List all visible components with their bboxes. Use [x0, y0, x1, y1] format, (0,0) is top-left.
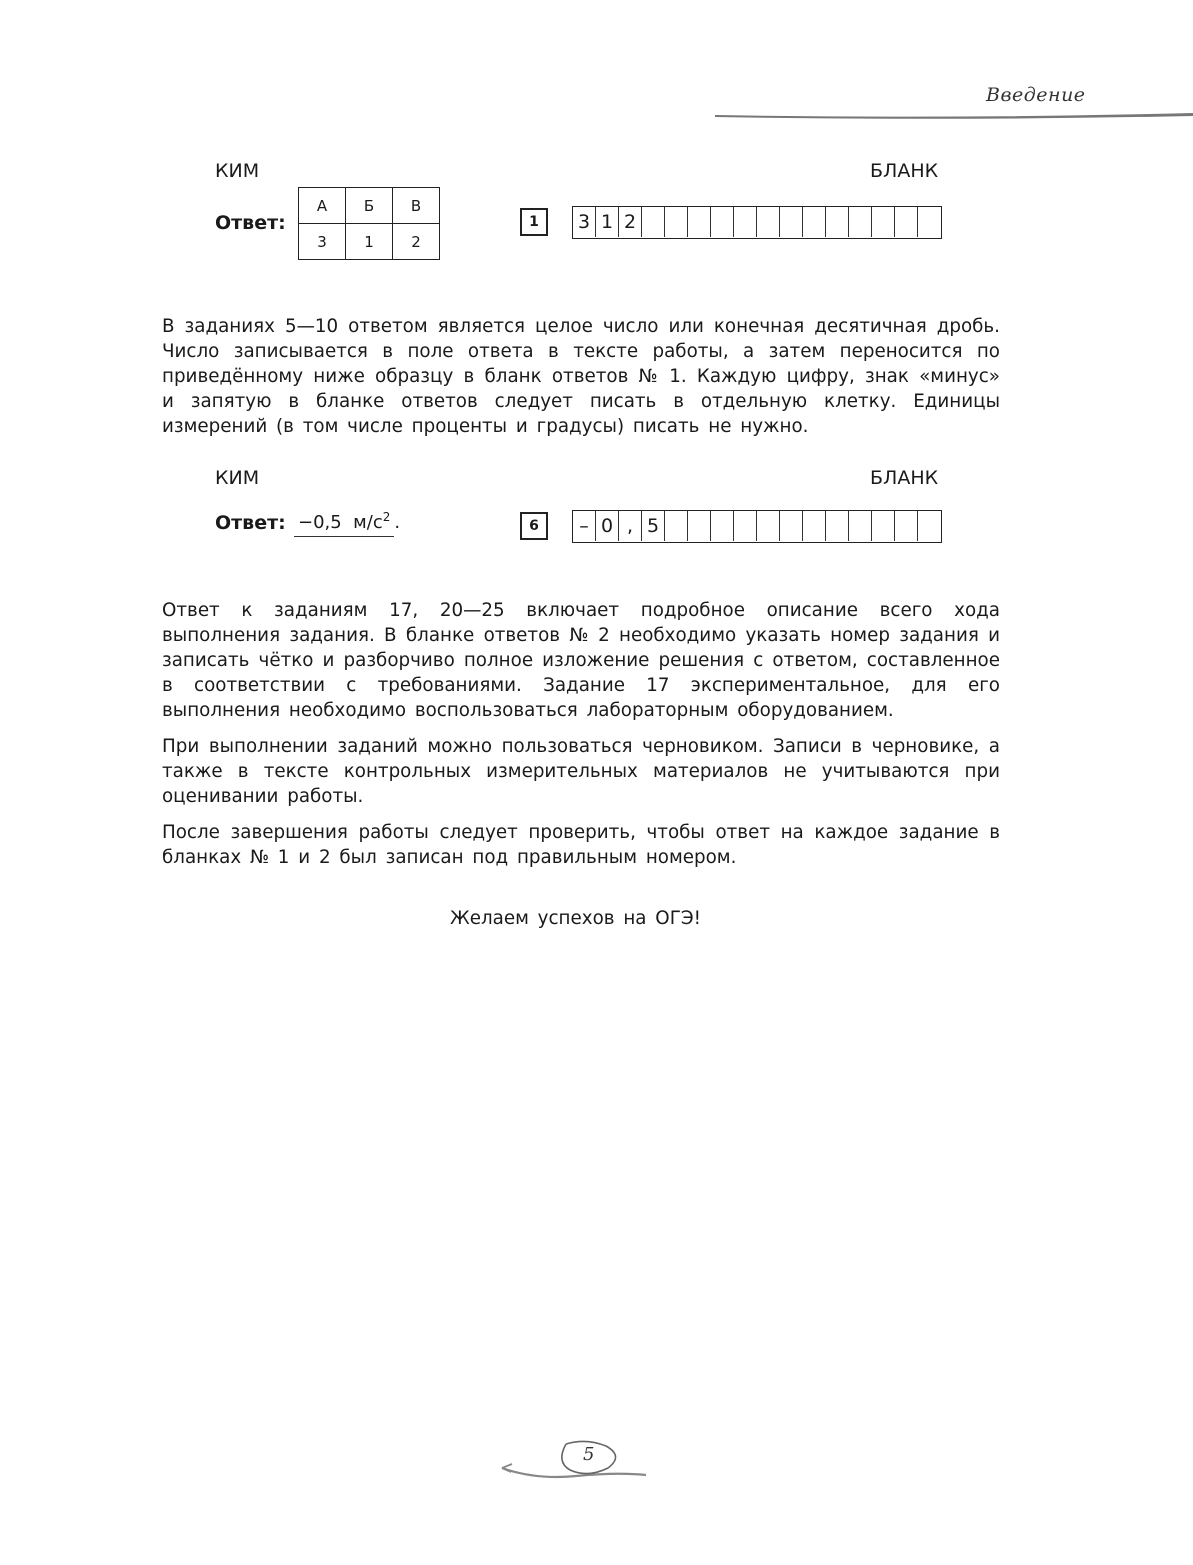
answer-cell: [688, 511, 711, 541]
answer-cell: [826, 207, 849, 237]
answer-cells-2: [572, 510, 942, 543]
answer-cell: [688, 207, 711, 237]
answer-cell: [734, 207, 757, 237]
table-header-cell: Б: [346, 188, 393, 224]
answer-cell: ,: [619, 511, 642, 541]
answer-cell: [711, 207, 734, 237]
table-header-cell: А: [299, 188, 346, 224]
answer-value-2: [294, 510, 400, 533]
answer-cell: [803, 511, 826, 541]
answer-cell: [665, 511, 688, 541]
answer-cells-1: [572, 206, 942, 239]
answer-unit-exponent: 2: [382, 510, 391, 524]
answer-underline: [294, 512, 394, 537]
table-row: [299, 224, 440, 260]
answer-dot: .: [394, 512, 401, 533]
blank-label-2: БЛАНК: [870, 467, 939, 489]
answer-cell: 0: [596, 511, 619, 541]
answer-label-2: Ответ:: [215, 512, 286, 534]
table-value-cell: 1: [346, 224, 393, 260]
answer-cell: 5: [642, 511, 665, 541]
answer-cell: [665, 207, 688, 237]
answer-cell: [711, 511, 734, 541]
page-number: 5: [583, 1444, 595, 1465]
task-number-box-1: 1: [520, 208, 548, 236]
table-value-cell: 3: [299, 224, 346, 260]
section-title: Введение: [986, 84, 1086, 106]
answer-number: −0,5: [298, 512, 342, 533]
answer-cell: [872, 207, 895, 237]
answer-cell: [895, 511, 918, 541]
paragraph-text: После завершения работы следует проверить, чтобы ответ на каждое задание в бланках № 1 и 2 был записан под правильным номером.: [162, 822, 1000, 868]
answer-cell: [872, 511, 895, 541]
answer-cell: [780, 207, 803, 237]
table-row: [299, 188, 440, 224]
answer-cell: [826, 511, 849, 541]
answer-cell: [780, 511, 803, 541]
kim-label-1: КИМ: [215, 160, 260, 182]
table-value-cell: 2: [393, 224, 440, 260]
answer-cell: –: [573, 511, 596, 541]
answer-cell: [849, 207, 872, 237]
answer-cell: 3: [573, 207, 596, 237]
answer-cell: [734, 511, 757, 541]
paragraph-text: В заданиях 5—10 ответом является целое число или конечная десятичная дробь. Число записывается в поле ответа в тексте работы, а затем переносится по приведённому ниже образцу в бланк ответов № 1. Каждую цифру, знак «минус» и запятую в бланке ответов следует писать в отдельную клетку. Единицы измерений (в том числе проценты и градусы) писать не нужно.: [162, 316, 1000, 437]
answer-cell: [849, 511, 872, 541]
answer-label-1: Ответ:: [215, 212, 286, 234]
paragraph-text: Ответ к заданиям 17, 20—25 включает подробное описание всего хода выполнения задания. В бланке ответов № 2 необходимо указать номер задания и записать чётко и разборчиво полное изложение решения с ответом, составленное в соответствии с требованиями. Задание 17 экспериментальное, для его выполнения необходимо воспользоваться лабораторным оборудованием.: [162, 600, 1000, 721]
answer-cell: 2: [619, 207, 642, 237]
answer-cell: [803, 207, 826, 237]
answer-cell: 1: [596, 207, 619, 237]
answer-unit: м/с: [353, 512, 383, 533]
page-number-ornament: [496, 1436, 656, 1488]
table-header-cell: В: [393, 188, 440, 224]
answer-cell: [918, 511, 941, 541]
answer-cell: [642, 207, 665, 237]
kim-label-2: КИМ: [215, 467, 260, 489]
answer-cell: [918, 207, 941, 237]
answer-cell: [757, 207, 780, 237]
matching-answer-table: [298, 187, 440, 260]
closing-wish: Желаем успехов на ОГЭ!: [450, 908, 701, 929]
instructions-paragraph-1: [162, 314, 1000, 450]
header-rule: [715, 108, 1193, 122]
blank-label-1: БЛАНК: [870, 160, 939, 182]
answer-cell: [895, 207, 918, 237]
answer-cell: [757, 511, 780, 541]
paragraph-text: При выполнении заданий можно пользоваться черновиком. Записи в черновике, а также в тексте контрольных измерительных материалов не учитываются при оценивании работы.: [162, 736, 1000, 807]
task-number-box-6: 6: [520, 512, 548, 540]
instructions-paragraphs: [162, 598, 1000, 881]
